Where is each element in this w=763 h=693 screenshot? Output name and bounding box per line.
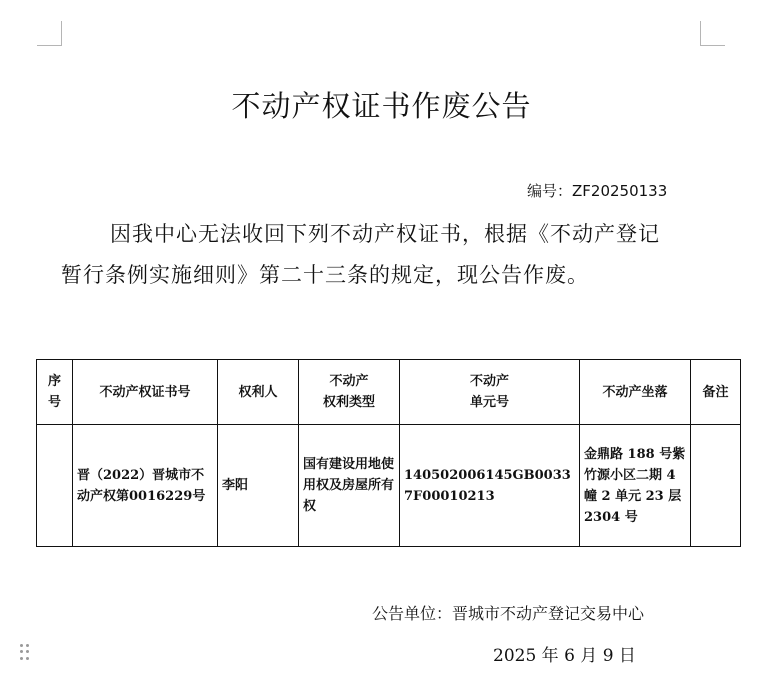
header-unit-no: 不动产 单元号 bbox=[400, 360, 580, 425]
cell-location: 金鼎路 188 号紫竹源小区二期 4 幢 2 单元 23 层 2304 号 bbox=[580, 425, 691, 547]
notice-paragraph-line-2: 暂行条例实施细则》第二十三条的规定，现公告作废。 bbox=[61, 263, 589, 287]
table-header-row bbox=[37, 360, 741, 425]
document-number: 编号：ZF20250133 bbox=[527, 182, 668, 200]
header-location: 不动产坐落 bbox=[580, 360, 691, 425]
certificate-table bbox=[36, 359, 741, 547]
issuing-unit: 公告单位：晋城市不动产登记交易中心 bbox=[372, 604, 645, 623]
header-remark: 备注 bbox=[691, 360, 741, 425]
drag-handle-icon[interactable] bbox=[20, 644, 30, 660]
cell-cert-no: 晋（2022）晋城市不动产权第0016229号 bbox=[73, 425, 218, 547]
page-title: 不动产权证书作废公告 bbox=[231, 89, 532, 123]
table-row bbox=[37, 425, 741, 547]
header-holder: 权利人 bbox=[218, 360, 299, 425]
cell-remark bbox=[691, 425, 741, 547]
header-seq: 序 号 bbox=[37, 360, 73, 425]
cell-unit-no: 140502006145GB00337F00010213 bbox=[400, 425, 580, 547]
cell-seq bbox=[37, 425, 73, 547]
cell-holder: 李阳 bbox=[218, 425, 299, 547]
header-cert-no: 不动产权证书号 bbox=[73, 360, 218, 425]
notice-paragraph-line-1: 因我中心无法收回下列不动产权证书，根据《不动产登记 bbox=[110, 222, 660, 246]
issue-date: 2025 年 6 月 9 日 bbox=[493, 646, 636, 666]
cell-right-type: 国有建设用地使用权及房屋所有权 bbox=[299, 425, 400, 547]
crop-mark-top-left bbox=[37, 21, 62, 46]
header-right-type: 不动产 权利类型 bbox=[299, 360, 400, 425]
crop-mark-top-right bbox=[700, 21, 725, 46]
